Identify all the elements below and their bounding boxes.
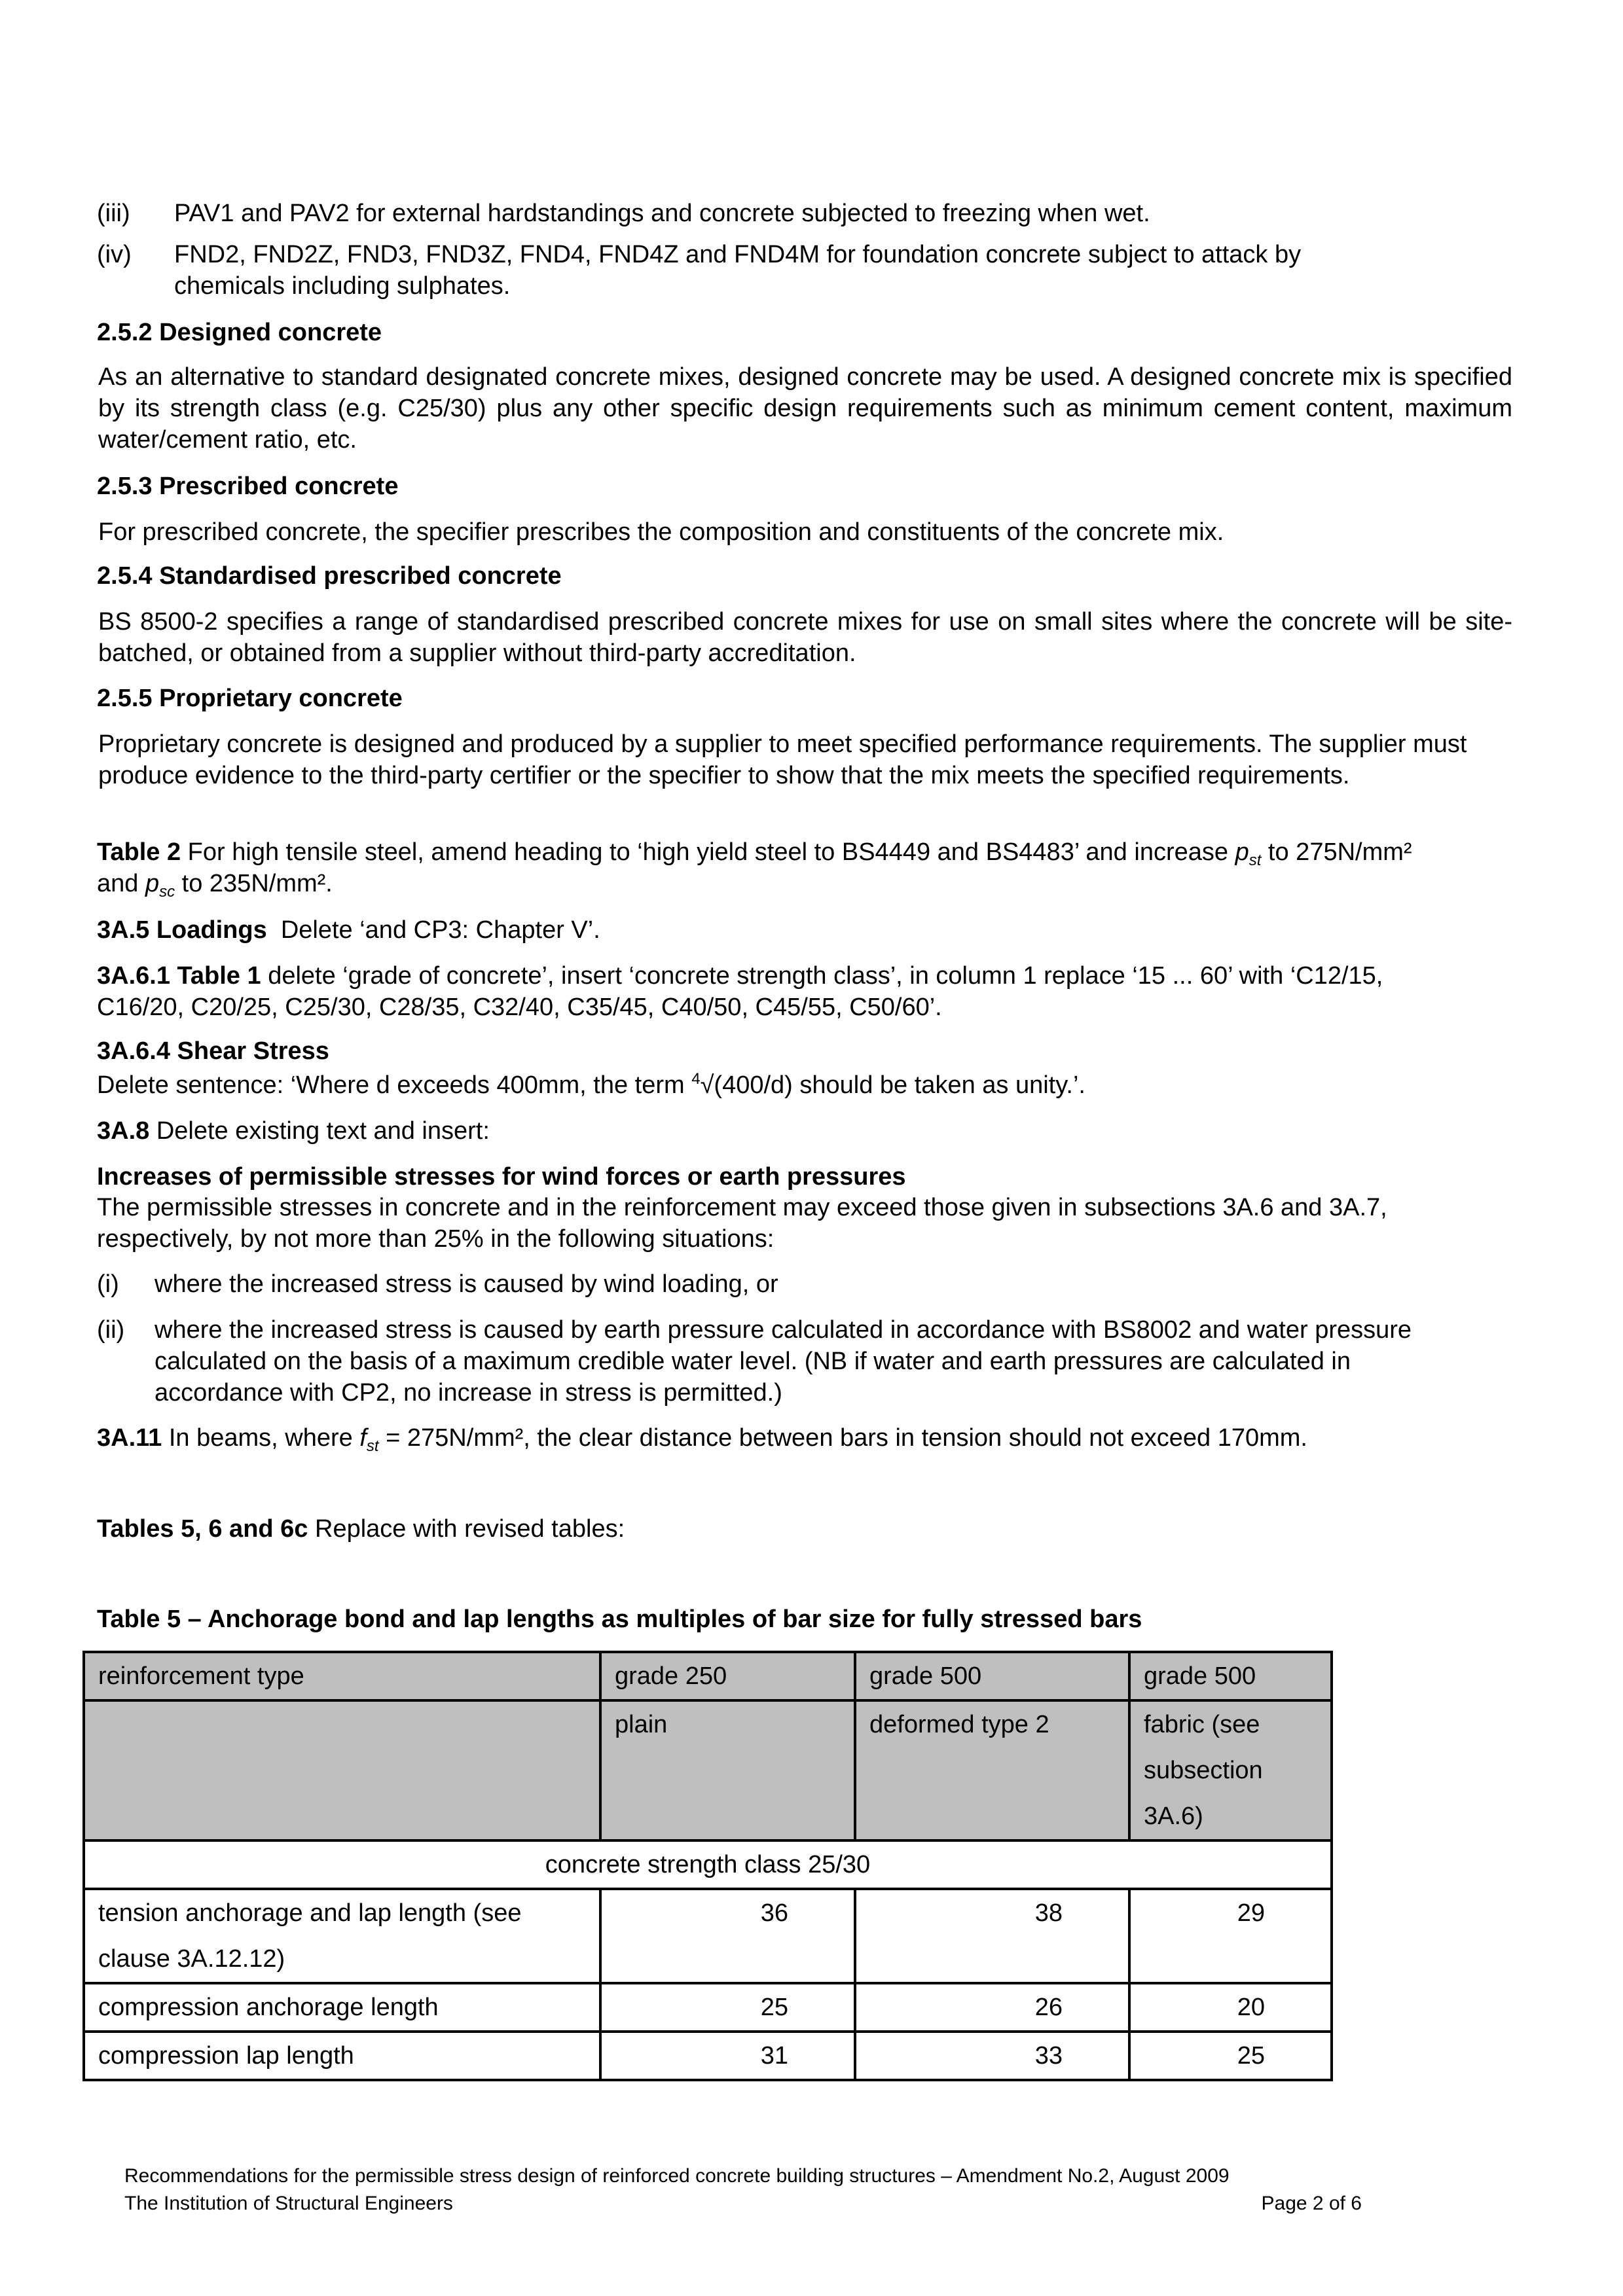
cell: 25: [600, 1983, 855, 2032]
text: delete ‘grade of concrete’, insert ‘concrete strength class’, in column 1 replace ‘15 ... 60’ with ‘C12/15, C16/20, C20/25, C25/30, C28/35, C32/40, C35/45, C40/50, C45/55, C50/60’.: [97, 962, 1383, 1021]
ref: Tables 5, 6 and 6c: [97, 1515, 308, 1543]
header-cell: grade 500: [855, 1652, 1129, 1700]
paragraph: Proprietary concrete is designed and produced by a supplier to meet specified performance requirements. The supplier must produce evidence to the third-party certifier or the specifier to show that the mix meets the specified requirements.: [98, 730, 1467, 789]
text: to 275N/mm² and: [97, 838, 1412, 897]
list-item: PAV1 and PAV2 for external hardstandings and concrete subjected to freezing when wet.: [174, 200, 1150, 227]
cell: 36: [600, 1889, 855, 1983]
header-cell: grade 500: [1129, 1652, 1332, 1700]
section-heading: 2.5.2 Designed concrete: [97, 319, 382, 346]
text: = 275N/mm², the clear distance between bars in tension should not exceed 170mm.: [378, 1424, 1307, 1452]
text: Delete sentence: ‘Where d exceeds 400mm, the term: [97, 1071, 692, 1099]
row-label: compression anchorage length: [84, 1983, 600, 2032]
page-number: Page 2 of 6: [1261, 2193, 1362, 2214]
list-item: where the increased stress is caused by wind loading, or: [155, 1270, 778, 1298]
header-cell: grade 250: [600, 1652, 855, 1700]
list-label: (i): [97, 1270, 119, 1298]
table-header-row: [84, 1652, 1332, 1700]
list-label: (iii): [97, 200, 130, 227]
cell: 38: [855, 1889, 1129, 1983]
amendment-3a61: [97, 960, 1459, 1023]
text: Delete existing text and insert:: [149, 1117, 490, 1145]
paragraph: [97, 1069, 1511, 1101]
table-title: Table 5 – Anchorage bond and lap lengths as multiples of bar size for fully stressed bars: [97, 1605, 1142, 1633]
amendment-3a5: [97, 914, 1511, 946]
ref: 3A.8: [97, 1117, 150, 1145]
ref: 3A.5 Loadings: [97, 916, 267, 944]
section-heading: 2.5.3 Prescribed concrete: [97, 473, 399, 500]
table-span-row: [84, 1840, 1332, 1889]
header-cell: deformed type 2: [855, 1700, 1129, 1840]
row-label: tension anchorage and lap length (see clause 3A.12.12): [84, 1889, 600, 1983]
paragraph: BS 8500-2 specifies a range of standardised prescribed concrete mixes for use on small sites where the concrete will be site-batched, or obtained from a supplier without third-party accreditation.: [98, 608, 1512, 667]
ref: 3A.11: [97, 1424, 162, 1452]
span-cell: concrete strength class 25/30: [84, 1840, 1332, 1889]
text: Replace with revised tables:: [308, 1515, 625, 1543]
table-5: [82, 1651, 1333, 2081]
header-cell: plain: [600, 1700, 855, 1840]
section-heading: 2.5.5 Proprietary concrete: [97, 685, 403, 712]
paragraph: For prescribed concrete, the specifier prescribes the composition and constituents of the concrete mix.: [98, 518, 1224, 546]
ref: Table 2: [97, 838, 181, 866]
header-cell: reinforcement type: [84, 1652, 600, 1700]
list-label: (ii): [97, 1316, 125, 1344]
section-heading: 2.5.4 Standardised prescribed concrete: [97, 562, 562, 590]
ref: 3A.6.1 Table 1: [97, 962, 261, 990]
amendment-3a8: [97, 1115, 1511, 1147]
symbol: p: [1235, 838, 1249, 866]
cell: 31: [600, 2032, 855, 2080]
paragraph: As an alternative to standard designated concrete mixes, designed concrete may be used. A designed concrete mix is specified by its strength class (e.g. C25/30) plus any other specific design requirements such as minimum cement content, maximum water/cement ratio, etc.: [98, 363, 1512, 454]
section-heading: Increases of permissible stresses for wind forces or earth pressures: [97, 1163, 906, 1191]
row-label: compression lap length: [84, 2032, 600, 2080]
subscript: st: [366, 1437, 379, 1455]
list-label: (iv): [97, 241, 132, 268]
cell: 25: [1129, 2032, 1332, 2080]
text: For high tensile steel, amend heading to ‘high yield steel to BS4449 and BS4483’ and increase: [181, 838, 1235, 866]
symbol: f: [359, 1424, 367, 1452]
subscript: sc: [159, 883, 175, 901]
header-cell: [84, 1700, 600, 1840]
text: √(400/d) should be taken as unity.’.: [700, 1071, 1085, 1099]
cell: 26: [855, 1983, 1129, 2032]
list-item: FND2, FND2Z, FND3, FND3Z, FND4, FND4Z and FND4M for foundation concrete subject to attack by chemicals including sulphates.: [174, 241, 1302, 300]
cell: 33: [855, 2032, 1129, 2080]
symbol: p: [145, 870, 160, 897]
table-row: [84, 2032, 1332, 2080]
paragraph: The permissible stresses in concrete and in the reinforcement may exceed those given in subsections 3A.6 and 3A.7, respectively, by not more than 25% in the following situations:: [97, 1194, 1387, 1253]
amendment-table2: [97, 836, 1446, 899]
cell: 29: [1129, 1889, 1332, 1983]
text: Delete ‘and CP3: Chapter V’.: [266, 916, 600, 944]
text: In beams, where: [162, 1424, 360, 1452]
section-heading: 3A.6.4 Shear Stress: [97, 1037, 329, 1065]
table-header-row: [84, 1700, 1332, 1840]
footer-org: The Institution of Structural Engineers: [124, 2193, 453, 2214]
superscript: 4: [691, 1070, 701, 1088]
subscript: st: [1249, 852, 1262, 869]
table-row: [84, 1889, 1332, 1983]
amendment-tables: [97, 1513, 1511, 1545]
text: to 235N/mm².: [175, 870, 333, 897]
amendment-3a11: [97, 1422, 1511, 1454]
cell: 20: [1129, 1983, 1332, 2032]
header-cell: fabric (see subsection 3A.6): [1129, 1700, 1332, 1840]
footer-title: Recommendations for the permissible stress design of reinforced concrete building structures – Amendment No.2, August 2009: [124, 2165, 1230, 2187]
list-item: where the increased stress is caused by earth pressure calculated in accordance with BS8002 and water pressure calculated on the basis of a maximum credible water level. (NB if water and earth pressures are calculated in accordance with CP2, no increase in stress is permitted.): [155, 1316, 1412, 1407]
table-row: [84, 1983, 1332, 2032]
